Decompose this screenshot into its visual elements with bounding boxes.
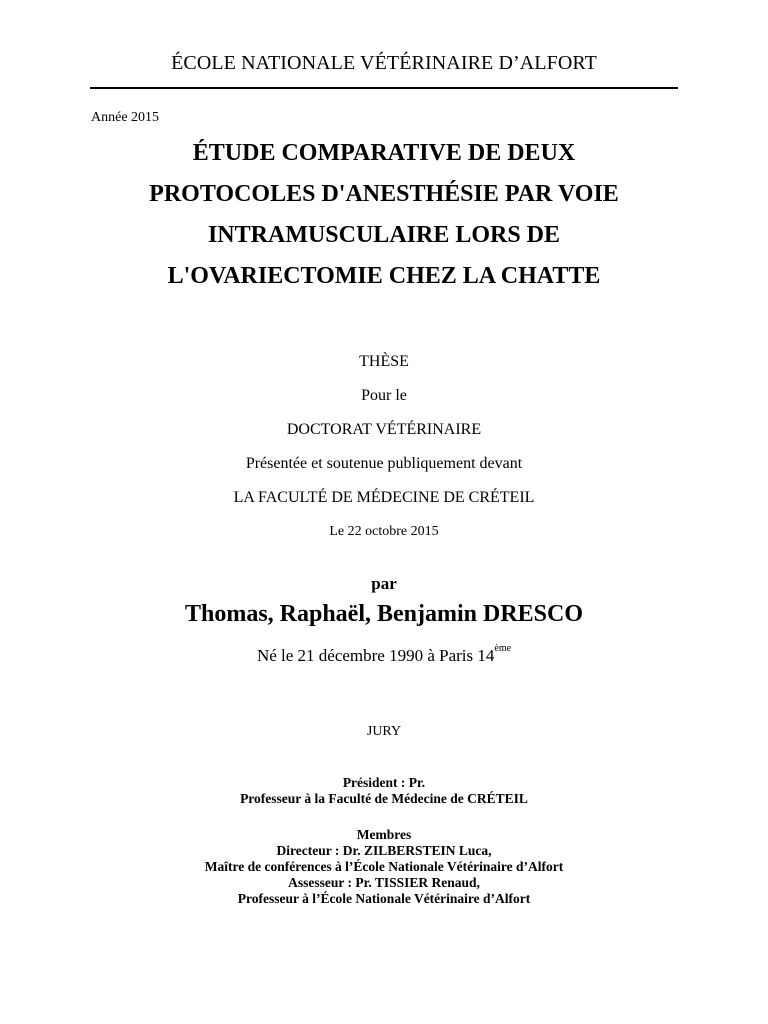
birth-line bbox=[0, 643, 768, 666]
jury-details bbox=[0, 775, 768, 907]
members-label: Membres bbox=[356, 827, 412, 842]
defense-date: Le 22 octobre 2015 bbox=[329, 524, 439, 539]
thesis-title bbox=[0, 133, 768, 297]
birth-superscript: ème bbox=[494, 643, 512, 654]
director: Directeur : Dr. ZILBERSTEIN Luca, bbox=[276, 843, 492, 858]
faculty: LA FACULTÉ DE MÉDECINE DE CRÉTEIL bbox=[233, 489, 535, 506]
jury-label: JURY bbox=[366, 724, 402, 739]
president-role: Professeur à la Faculté de Médecine de CRÉTEIL bbox=[240, 791, 528, 806]
birth-text: Né le 21 décembre 1990 à Paris 14 bbox=[256, 646, 495, 665]
thesis-year: Année 2015 bbox=[91, 110, 160, 125]
president-title: Président : Pr. bbox=[342, 775, 426, 790]
header-rule bbox=[90, 87, 678, 89]
director-role: Maître de conférences à l’École Nationale Vétérinaire d’Alfort bbox=[204, 859, 564, 874]
presented-line: Présentée et soutenue publiquement devant bbox=[245, 455, 523, 472]
assessor-role: Professeur à l’École Nationale Vétérinaire d’Alfort bbox=[237, 891, 531, 906]
degree: DOCTORAT VÉTÉRINAIRE bbox=[286, 421, 482, 438]
thesis-label: THÈSE bbox=[359, 353, 409, 370]
by-label: par bbox=[371, 574, 397, 593]
assessor: Assesseur : Pr. TISSIER Renaud, bbox=[288, 875, 480, 890]
title-line: L'OVARIECTOMIE CHEZ LA CHATTE bbox=[167, 263, 601, 289]
author-name: Thomas, Raphaël, Benjamin DRESCO bbox=[184, 601, 584, 627]
title-line: PROTOCOLES D'ANESTHÉSIE PAR VOIE bbox=[149, 181, 619, 207]
school-name: ÉCOLE NATIONALE VÉTÉRINAIRE D’ALFORT bbox=[171, 52, 597, 74]
title-line: INTRAMUSCULAIRE LORS DE bbox=[207, 222, 561, 248]
thesis-for: Pour le bbox=[361, 387, 407, 404]
title-line: ÉTUDE COMPARATIVE DE DEUX bbox=[192, 140, 576, 166]
